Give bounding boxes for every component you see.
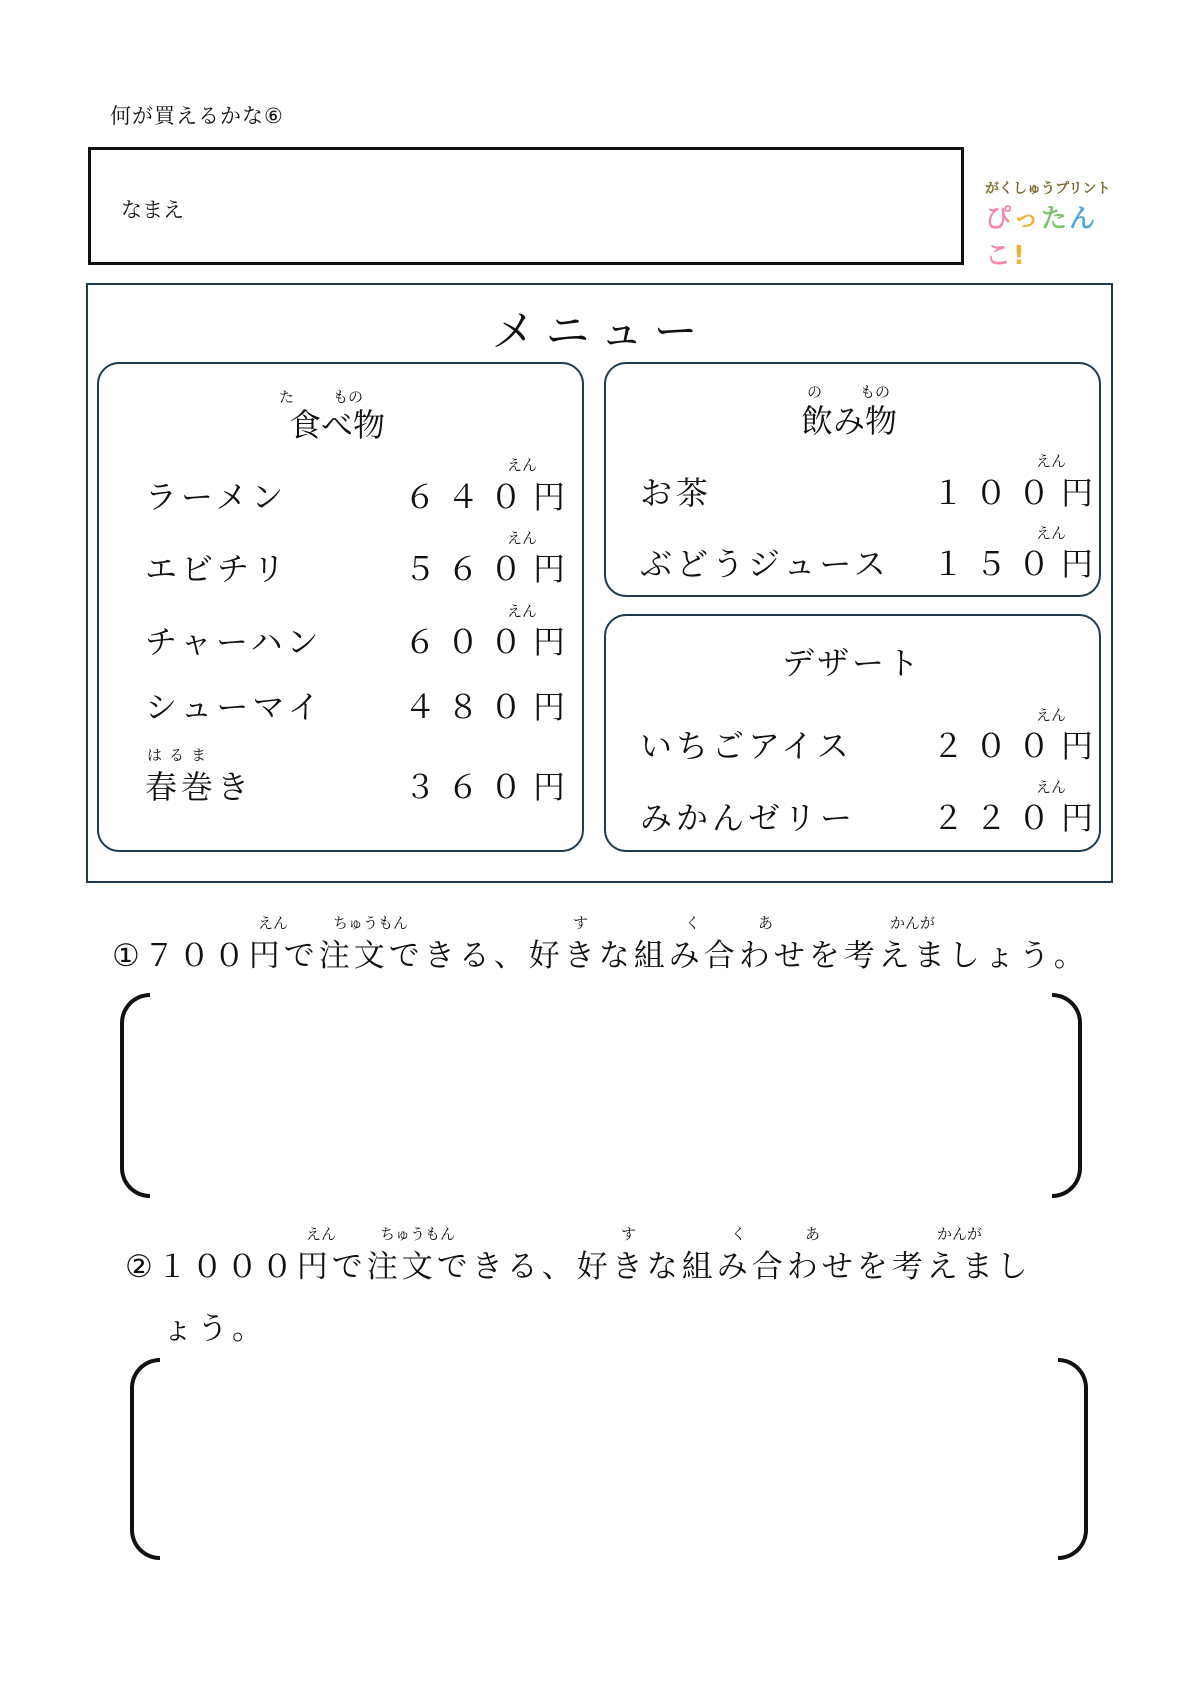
q1-ruby-a: あ	[758, 914, 774, 932]
food-item-price: ６４０円	[404, 478, 577, 516]
worksheet-title: 何が買えるかな⑥	[110, 104, 284, 128]
food-item-price: ４８０円	[404, 688, 577, 726]
brand-logo	[985, 178, 1125, 271]
drink-item-name: ぶどうジュース	[640, 545, 890, 583]
q1-ruby-ku: く	[685, 914, 701, 932]
price-ruby: えん	[1036, 452, 1067, 470]
drinks-heading-ruby-no: の	[807, 383, 823, 401]
drink-item-price: １５０円	[932, 545, 1105, 583]
food-item-name: シューマイ	[145, 688, 324, 726]
q1-ruby-su: す	[573, 914, 589, 932]
dessert-item-price: ２２０円	[932, 799, 1105, 837]
question-2-text-line1: ②１０００円で注文できる、好きな組み合わせを考えまし	[125, 1249, 1032, 1285]
name-field-box[interactable]	[88, 147, 964, 265]
dessert-item-name: みかんゼリー	[640, 799, 857, 837]
answer-2-area[interactable]	[165, 1365, 1050, 1553]
food-item-name: チャーハン	[145, 623, 323, 661]
food-item-name: ラーメン	[145, 478, 288, 516]
food-heading: 食べ物	[289, 406, 386, 444]
q2-ruby-kanga: かんが	[937, 1225, 983, 1243]
drinks-heading-ruby-mono: もの	[860, 383, 891, 401]
drink-item-name: お茶	[640, 474, 713, 512]
food-heading-ruby-mono: もの	[333, 388, 364, 406]
q1-ruby-en: えん	[258, 914, 289, 932]
q2-ruby-chuumon: ちゅうもん	[380, 1225, 456, 1243]
q2-ruby-su: す	[621, 1225, 637, 1243]
food-item-name: 春巻き	[145, 768, 254, 806]
price-ruby: えん	[1036, 706, 1067, 724]
answer-2-right-bracket	[1058, 1358, 1088, 1560]
drinks-panel	[604, 362, 1105, 597]
food-item-name: エビチリ	[145, 550, 290, 588]
logo-bottom-text: ぴったんこ!	[985, 204, 1098, 271]
answer-2-left-bracket	[130, 1358, 160, 1560]
price-ruby: えん	[507, 602, 538, 620]
food-item-price: ５６０円	[404, 550, 577, 588]
item-name-ruby: はるま	[147, 746, 214, 764]
food-item-price: ３６０円	[404, 768, 577, 806]
logo-top-text: がくしゅうプリント	[985, 181, 1111, 197]
price-ruby: えん	[1036, 778, 1067, 796]
drink-item-price: １００円	[932, 474, 1105, 512]
dessert-panel	[604, 614, 1105, 852]
name-label: なまえ	[121, 198, 184, 222]
q2-ruby-en: えん	[306, 1225, 337, 1243]
price-ruby: えん	[507, 456, 538, 474]
q1-ruby-chuumon: ちゅうもん	[333, 914, 409, 932]
dessert-heading: デザート	[782, 644, 923, 682]
price-ruby: えん	[1036, 524, 1067, 542]
q2-ruby-a: あ	[805, 1225, 821, 1243]
dessert-item-name: いちごアイス	[640, 727, 853, 765]
menu-title: メニュー	[491, 306, 708, 357]
answer-1-right-bracket	[1052, 993, 1082, 1198]
food-item-price: ６００円	[404, 623, 577, 661]
q2-ruby-ku: く	[731, 1225, 747, 1243]
question-2-text-line2: ょう。	[162, 1311, 267, 1347]
answer-1-left-bracket	[120, 993, 150, 1198]
question-1-text: ①７００円で注文できる、好きな組み合わせを考えましょう。	[112, 938, 1089, 974]
dessert-item-price: ２００円	[932, 727, 1105, 765]
food-heading-ruby-ta: た	[279, 388, 295, 406]
q1-ruby-kanga: かんが	[890, 914, 936, 932]
answer-1-area[interactable]	[155, 1000, 1045, 1190]
food-panel	[97, 362, 584, 852]
price-ruby: えん	[507, 529, 538, 547]
drinks-heading: 飲み物	[801, 402, 898, 440]
